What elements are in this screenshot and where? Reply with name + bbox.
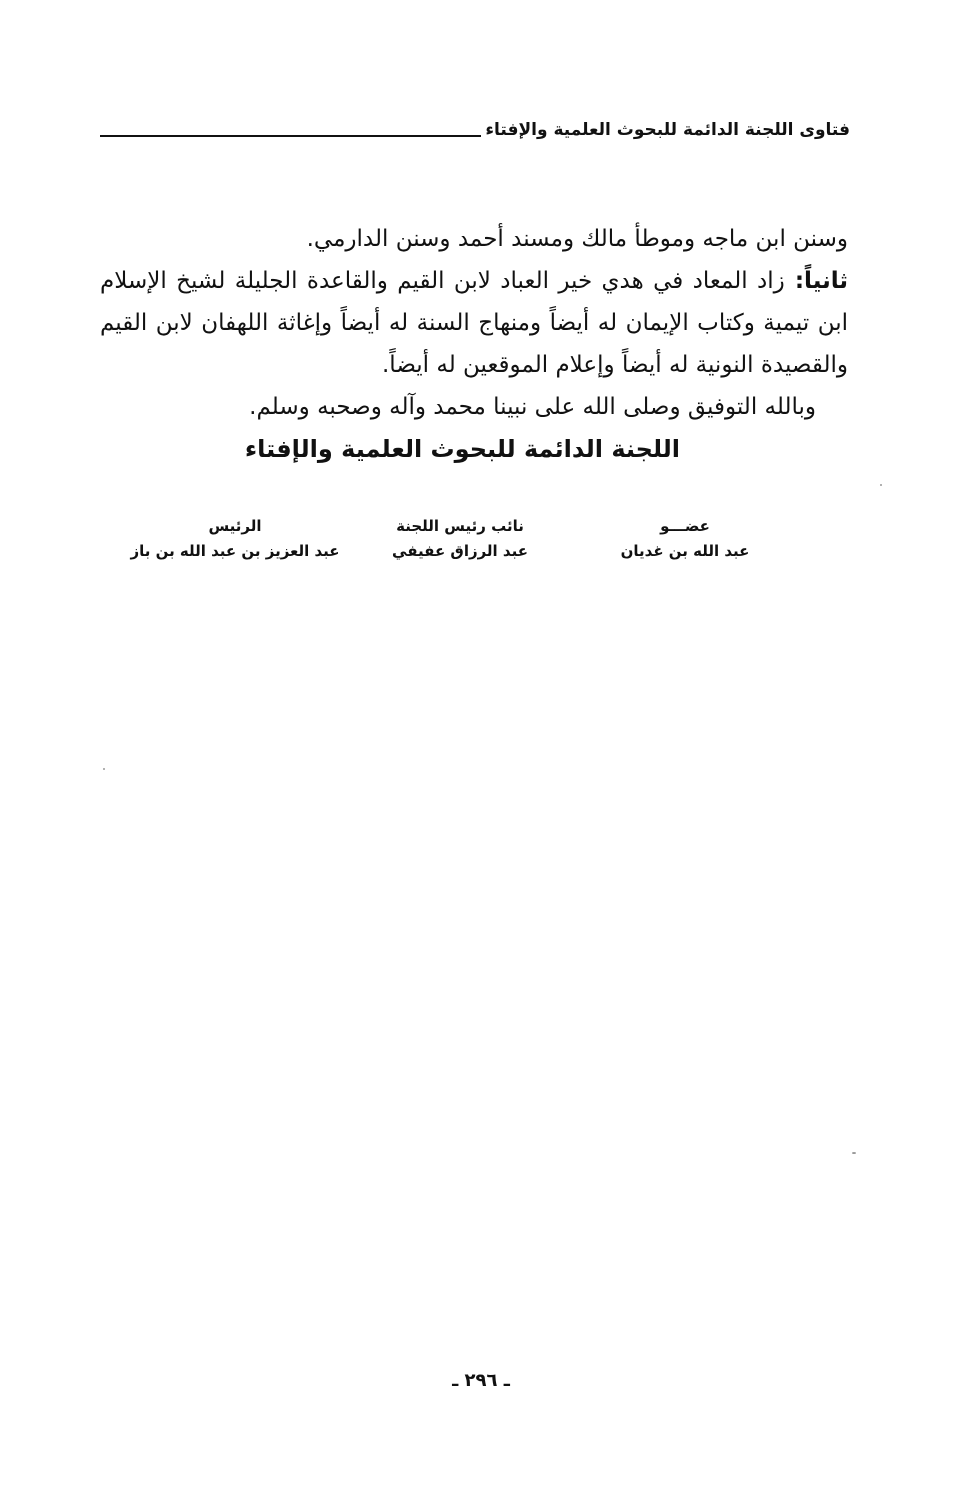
signature-name: عبد الرزاق عفيفي — [392, 542, 528, 560]
running-header — [100, 108, 850, 142]
paragraph-text: زاد المعاد في هدي خير العباد لابن القيم والقاعدة الجليلة لشيخ الإسلام ابن تيمية وكتاب الإيمان له أيضاً ومنهاج السنة له أيضاً وإغاثة اللهفان لابن القيم والقصيدة النونية له أيضاً وإعلام الموقعين له أيضاً. — [100, 268, 848, 378]
paragraph-lead: ثانياً: — [784, 268, 848, 294]
closing-line: وبالله التوفيق وصلى الله على نبينا محمد وآله وصحبه وسلم. — [249, 394, 816, 420]
signature-role: الرئيس — [208, 517, 262, 535]
signatures — [130, 514, 790, 564]
signature-member — [580, 514, 790, 564]
scan-speck — [880, 484, 882, 486]
signature-name: عبد العزيز بن عبد الله بن باز — [130, 542, 340, 560]
scan-speck — [103, 768, 105, 770]
body-text — [100, 218, 848, 470]
scan-speck — [852, 1152, 856, 1154]
signature-role: عضـــو — [660, 517, 710, 535]
body-paragraph-2 — [100, 260, 848, 386]
header-rule — [100, 135, 481, 137]
signature-president — [130, 514, 340, 564]
signature-role: نائب رئيس اللجنة — [396, 517, 524, 535]
signature-vice-president — [355, 514, 565, 564]
signature-name: عبد الله بن غديان — [620, 542, 750, 560]
page-number: ـ ٢٩٦ ـ — [452, 1370, 510, 1391]
body-line-1: وسنن ابن ماجه وموطأ مالك ومسند أحمد وسنن الدارمي. — [306, 226, 848, 252]
committee-name: اللجنة الدائمة للبحوث العلمية والإفتاء — [244, 435, 680, 463]
header-title: فتاوى اللجنة الدائمة للبحوث العلمية والإفتاء — [485, 120, 850, 140]
